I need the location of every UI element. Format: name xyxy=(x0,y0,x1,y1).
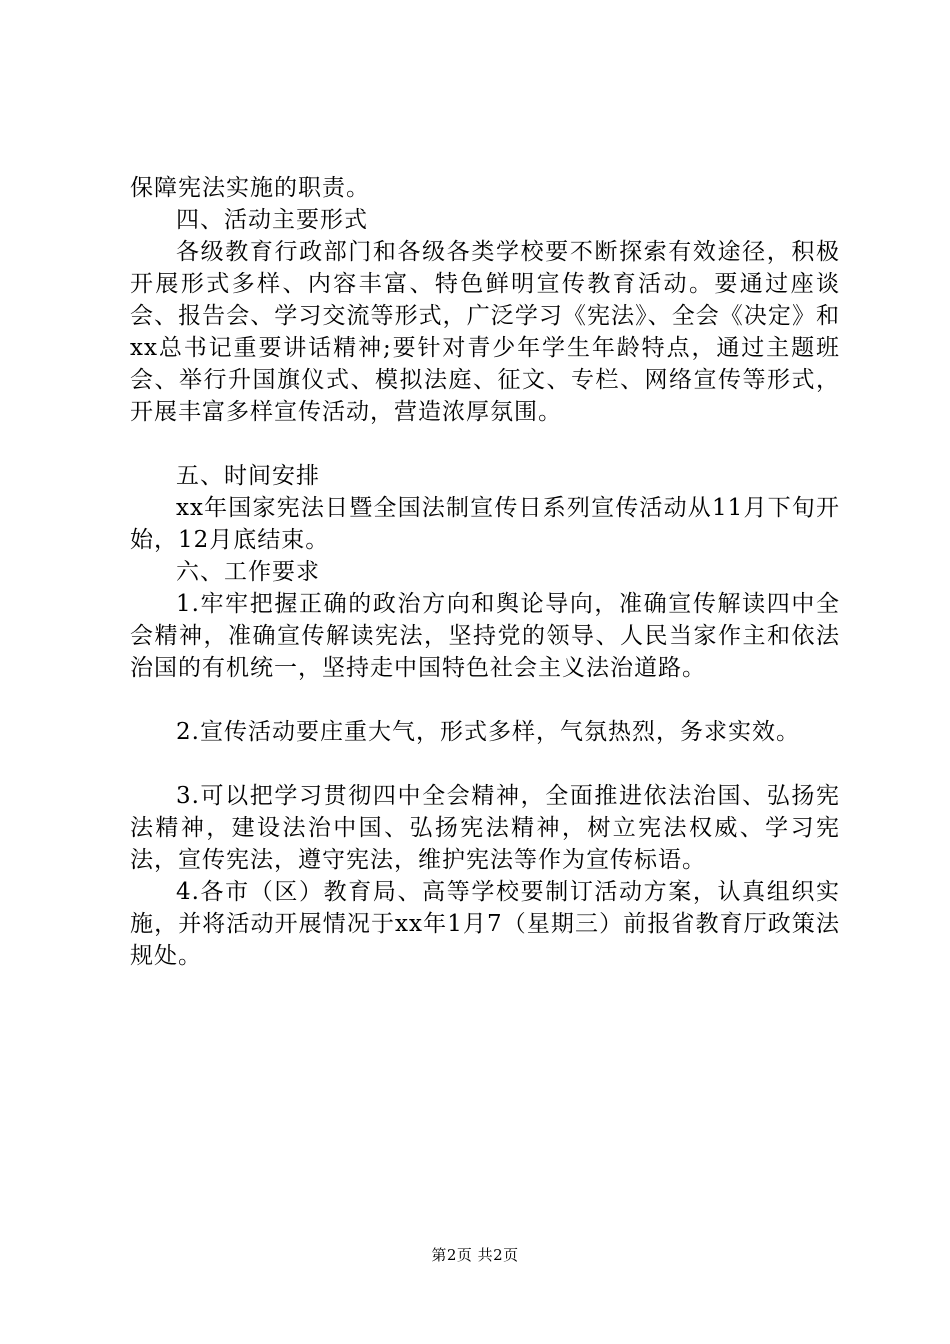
section-5-paragraph: xx年国家宪法日暨全国法制宣传日系列宣传活动从11月下旬开始，12月底结束。 xyxy=(130,495,840,553)
requirement-item-2: 2.宣传活动要庄重大气，形式多样，气氛热烈，务求实效。 xyxy=(176,719,800,745)
section-5-heading: 五、时间安排 xyxy=(176,463,320,489)
paragraph-gap xyxy=(130,684,840,716)
requirement-item-3: 3.可以把学习贯彻四中全会精神，全面推进依法治国、弘扬宪法精神，建设法治中国、弘扬宪法精神，树立宪法权威、学习宪法，宣传宪法，遵守宪法，维护宪法等作为宣传标语。 xyxy=(130,783,840,873)
section-4-paragraph: 各级教育行政部门和各级各类学校要不断探索有效途径，积极开展形式多样、内容丰富、特色鲜明宣传教育活动。要通过座谈会、报告会、学习交流等形式，广泛学习《宪法》、全会《决定》和xx总书记重要讲话精神;要针对青少年学生年龄特点，通过主题班会、举行升国旗仪式、模拟法庭、征文、专栏、网络宣传等形式，开展丰富多样宣传活动，营造浓厚氛围。 xyxy=(130,239,840,425)
requirement-item-4: 4.各市（区）教育局、高等学校要制订活动方案，认真组织实施，并将活动开展情况于xx年1月7（星期三）前报省教育厅政策法规处。 xyxy=(130,879,840,969)
page-number-footer: 第2页 共2页 xyxy=(431,1246,519,1264)
document-body xyxy=(130,172,840,972)
requirement-item-1: 1.牢牢把握正确的政治方向和舆论导向，准确宣传解读四中全会精神，准确宣传解读宪法，坚持党的领导、人民当家作主和依法治国的有机统一，坚持走中国特色社会主义法治道路。 xyxy=(130,591,840,681)
paragraph-gap xyxy=(130,748,840,780)
paragraph-gap xyxy=(130,428,840,460)
section-6-heading: 六、工作要求 xyxy=(176,559,320,585)
continuation-paragraph: 保障宪法实施的职责。 xyxy=(130,175,370,201)
section-4-heading: 四、活动主要形式 xyxy=(176,207,368,233)
